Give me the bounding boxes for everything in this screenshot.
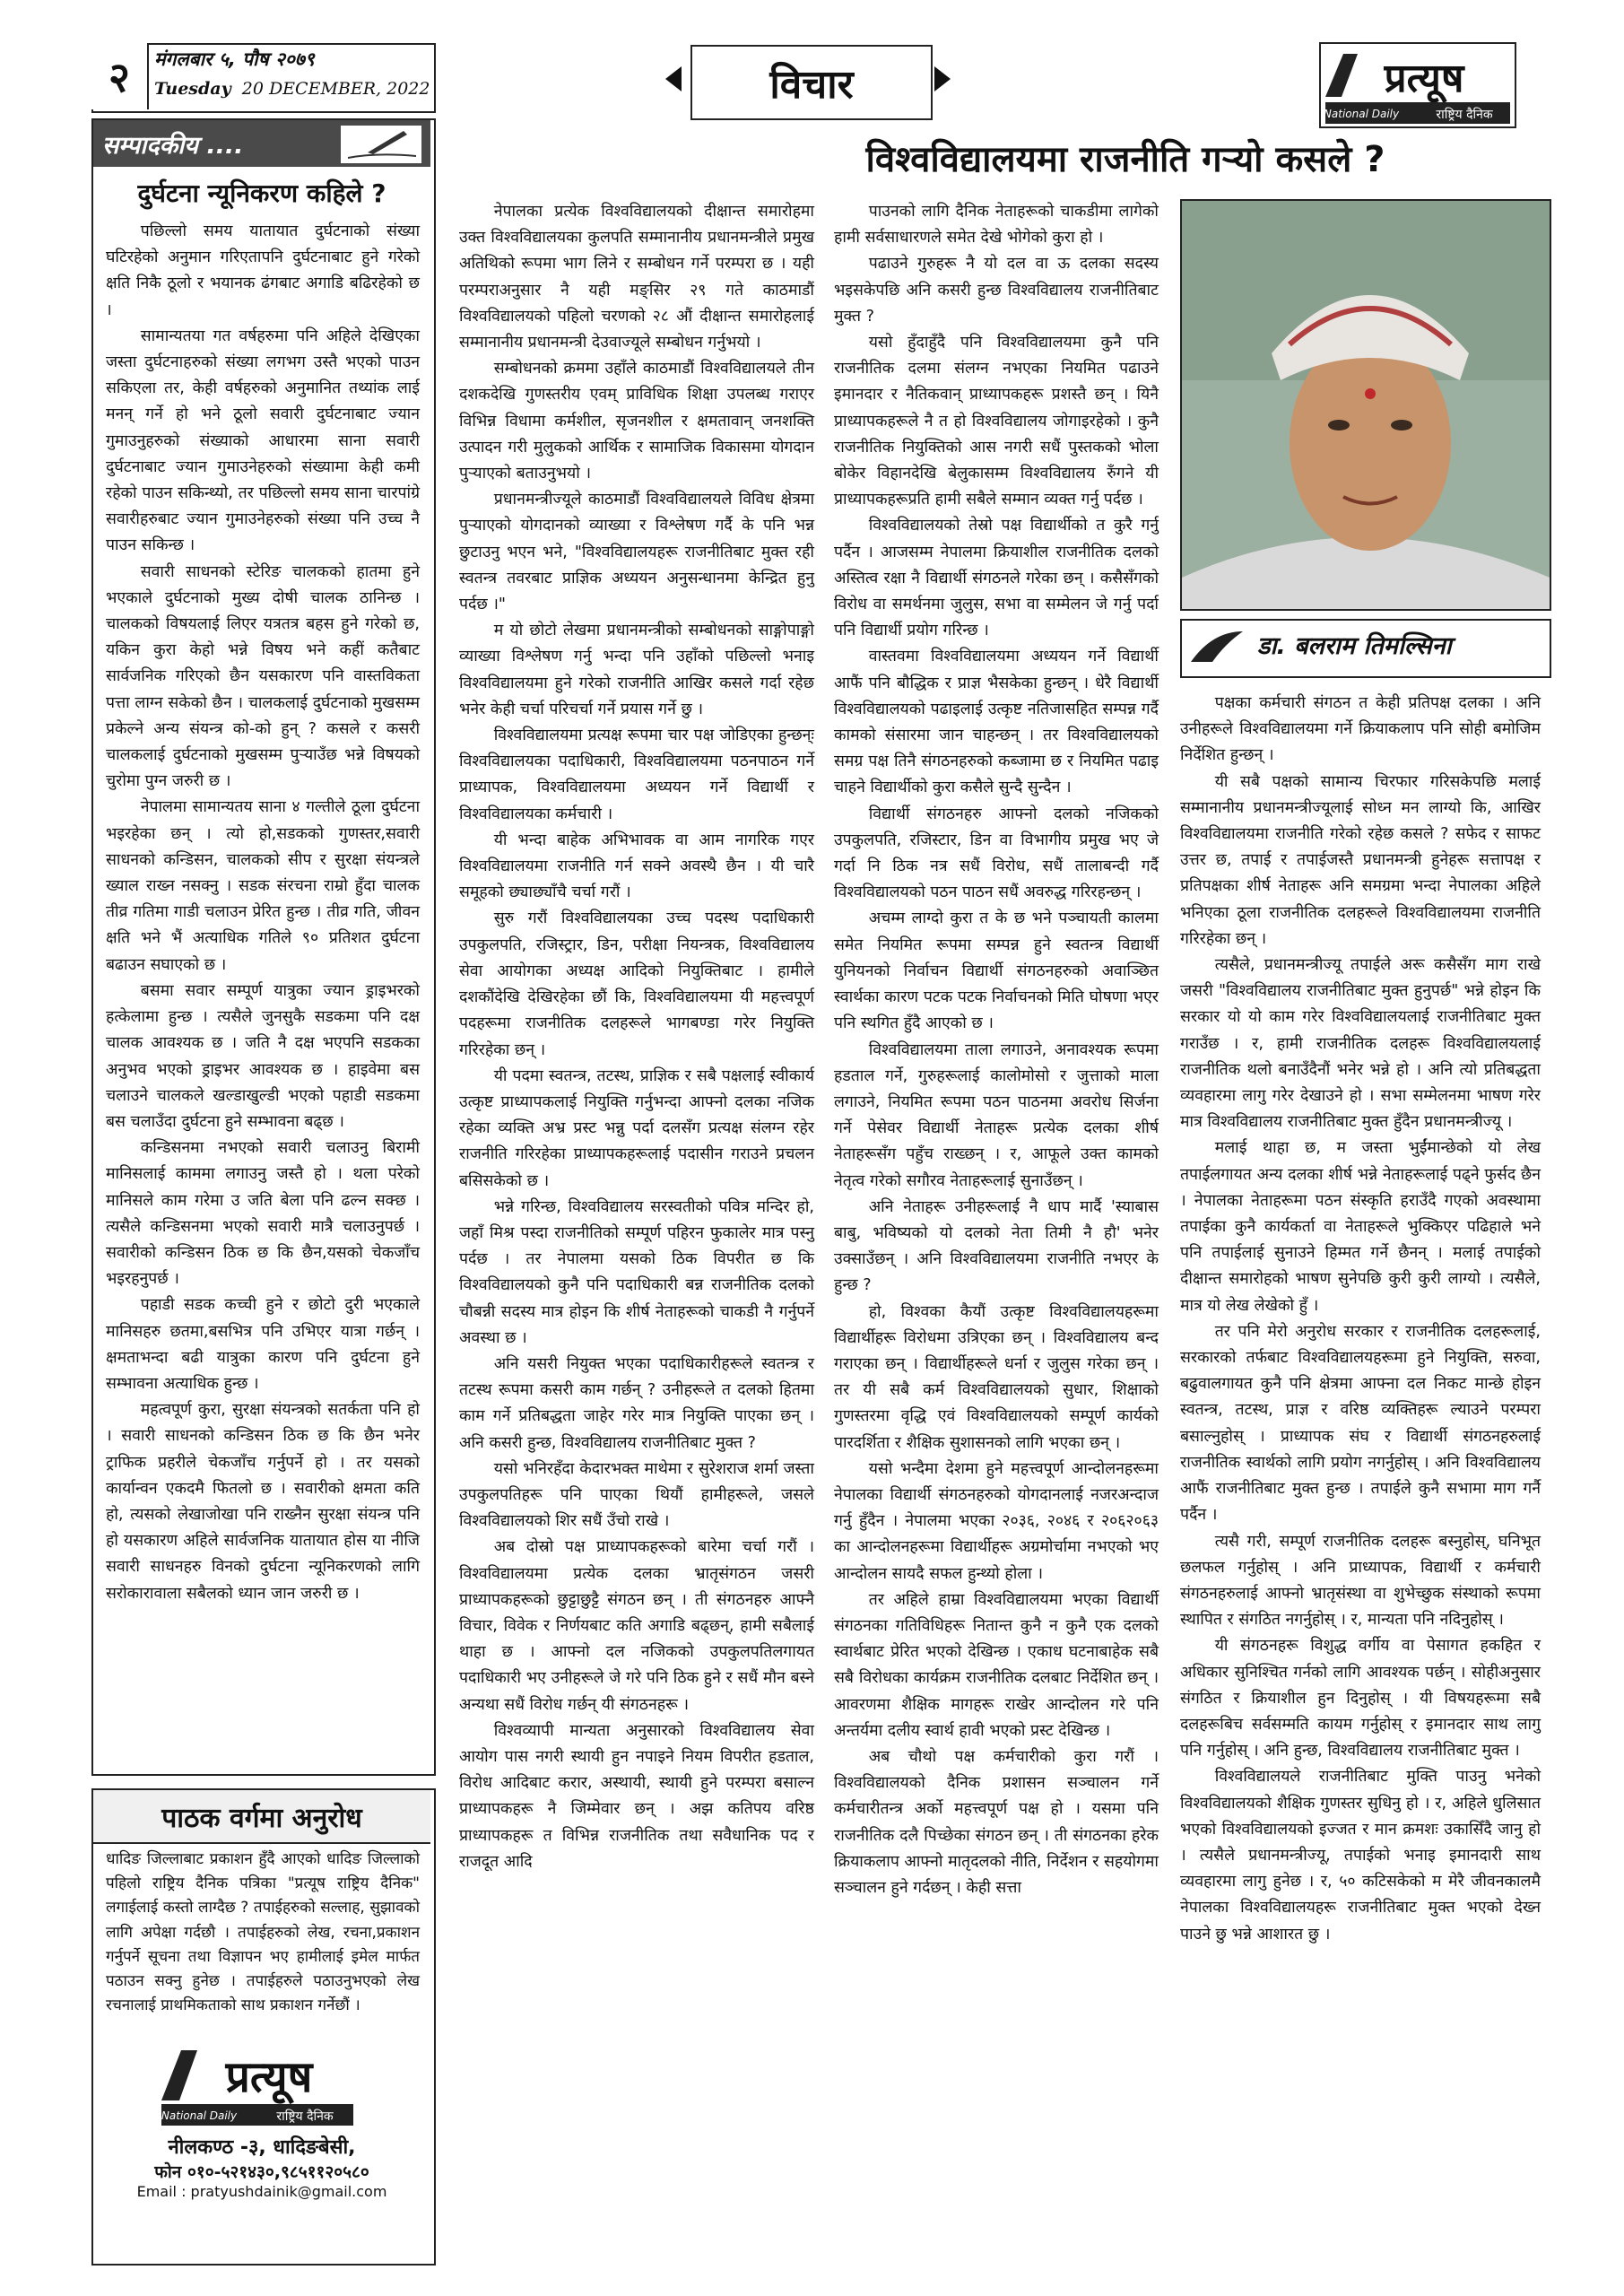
email[interactable]: Email : pratyushdainik@gmail.com — [136, 2183, 387, 2200]
article-paragraph: त्यसैले, प्रधानमन्त्रीज्यू तपाईले अरू कसैसँग माग राखे जसरी "विश्वविद्यालय राजनीतिबाट मुक्त हुनुपर्छ" भन्ने होइन कि सरकार यो यो काम गरेर विश्वविद्यालयलाई राजनीतिबाट मुक्त गराउँछ । र, हामी राजनीतिक दलहरू विश्वविद्यालयलाई राजनीतिक थलो बनाउँदैनौं भनेर भन्ने हो । अनि त्यो प्रतिबद्धता व्यवहारमा लागु गरेर देखाउने हो । सभा सम्मेलनमा भाषण गरेर मात्र विश्वविद्यालय राजनीतिबाट मुक्त हुँदैन प्रधानमन्त्रीज्यू । — [1180, 956, 1541, 1132]
date-nepali: मंगलबार ५, पौष २०७९ — [154, 48, 315, 70]
article-paragraph: म यो छोटो लेखमा प्रधानमन्त्रीको सम्बोधनको साङ्गोपाङ्गो व्याख्या विश्लेषण गर्नु भन्दा पनि उहाँको पछिल्लो भनाइ विश्वविद्यालयमा हुने गरेको राजनीति आखिर कसले गर्दा रहेछ भनेर केही चर्चा परिचर्चा गर्ने प्रयास गर्ने छु । — [459, 622, 814, 718]
address: नीलकण्ठ -३, धादिङबेसी, — [168, 2136, 356, 2159]
article-paragraph: सम्बोधनको क्रममा उहाँले काठमाडौं विश्वविद्यालयले तीन दशकदेखि गुणस्तरीय एवम् प्राविधिक शिक्षा उपलब्ध गराएर विभिन्न विधामा कर्मशील, सृजनशील र क्षमतावान् जनशक्ति उत्पादन गरी मुलुकको आर्थिक र सामाजिक विकासमा योगदान पुऱ्याएको बताउनुभयो । — [459, 360, 814, 483]
section-title: विचार — [690, 45, 933, 120]
weekday: Tuesday — [154, 79, 231, 99]
logo-sub-ne: राष्ट्रिय दैनिक — [276, 2109, 334, 2124]
article-paragraph: यसो हुँदाहुँदै पनि विश्वविद्यालयमा कुनै पनि राजनीतिक दलमा संलग्न नभएका नियमित पढाउने इमानदार र नैतिकवान् प्राध्यापकहरू प्रशस्तै छन् । यिनै प्राध्यापकहरूले नै त हो विश्वविद्यालय जोगाइरहेको । कुनै राजनीतिक नियुक्तिको आस नगरी सधैं पुस्तकको भोला बोकेर विहानदेखि बेलुकासम्म विश्वविद्यालय रुँगने यी प्राध्यापकहरूप्रति हामी सबैले सम्मान व्यक्त गर्नु पर्दछ । — [834, 334, 1159, 509]
article-paragraph: त्यसै गरी, सम्पूर्ण राजनीतिक दलहरू बस्नुहोस्, घनिभूत छलफल गर्नुहोस् । अनि प्राध्यापक, विद्यार्थी र कर्मचारी संगठनहरुलाई आफ्नो भ्रातृसंस्था वा शुभेच्छुक संस्थाको रूपमा स्थापित र संगठित नगर्नुहोस् । र, मान्यता पनि नदिनुहोस् । — [1180, 1532, 1541, 1630]
article-paragraph: यी सबै पक्षको सामान्य चिरफार गरिसकेपछि मलाई सम्मानानीय प्रधानमन्त्रीज्यूलाई सोध्न मन लाग्यो कि, आखिर विश्वविद्यालयमा राजनीति गरेको रहेछ कसले ? सफेद र साफट उत्तर छ, तपाई र तपाईजस्तै प्रधानमन्त्री हुनेहरू सत्तापक्ष र प्रतिपक्षका शीर्ष नेताहरू अनि समग्रमा भन्दा नेपालका अहिले भनिएका ठूला राजनीतिक दलहरूले विश्वविद्यालयमा राजनीति गरिरहेका छन् । — [1180, 772, 1541, 948]
page-number: २ — [91, 43, 149, 109]
article-paragraph: मलाई थाहा छ, म जस्ता भुईंमान्छेको यो लेख तपाईलगायत अन्य दलका शीर्ष भन्ने नेताहरूलाई पढ्ने फुर्सद छैन । नेपालका नेताहरूमा पठन संस्कृति हराउँदै गएको अवस्थामा तपाईका कुनै कार्यकर्ता वा नेताहरूले भुक्किएर पढिहाले भने पनि तपाईलाई सुनाउने हिम्मत गर्ने छैनन् । मलाई तपाईको दीक्षान्त समारोहको भाषण सुनेपछि कुरी कुरी लाग्यो । त्यसैले, मात्र यो लेख लेखेको हुँ । — [1180, 1139, 1541, 1315]
editorial-paragraph: सामान्यतया गत वर्षहरुमा पनि अहिले देखिएका जस्ता दुर्घटनाहरुको संख्या लगभग उस्तै भएको पाउन सकिएला तर, केही वर्षहरुको अनुमानित तथ्यांक लाई मनन् गर्ने हो भने ठूलो सवारी दुर्घटनाबाट ज्यान गुमाउनुहरुको संख्याको आधारमा साना सवारी दुर्घटनाबाट ज्यान गुमाउनेहरुको संख्यामा केही कमी रहेको पाउन सकिन्थ्यो, तर पछिल्लो समय साना चारपांग्रे सवारीहरुबाट ज्यान गुमाउनेहरुको संख्या पनि उच्च नै पाउन सकिन्छ । — [106, 326, 420, 555]
logo-sub-en: National Daily — [161, 2109, 238, 2122]
article-column-1 — [459, 199, 814, 1875]
article-paragraph: नेपालका प्रत्येक विश्वविद्यालयको दीक्षान्त समारोहमा उक्त विश्वविद्यालयका कुलपति सम्मानानीय प्रधानमन्त्रीले प्रमुख अतिथिको रूपमा भाग लिने र सम्बोधन गर्ने परम्परा छ । यही परम्पराअनुसार नै यही मङ्सिर २९ गते काठमाडौं विश्वविद्यालयको पहिलो चरणको २८ औं दीक्षान्त समारोहलाई सम्मानानीय प्रधानमन्त्री देउवाज्यूले सम्बोधन गर्नुभयो । — [459, 203, 814, 352]
article-paragraph: यसो भन्दैमा देशमा हुने महत्त्वपूर्ण आन्दोलनहरूमा नेपालका विद्यार्थी संगठनहरुको योगदानलाई नजरअन्दाज गर्नु हुँदैन । नेपालमा भएका २०३६, २०४६ र २०६२०६३ का आन्दोलनहरूमा विद्यार्थीहरू अग्रमोर्चामा नभएको भए आन्दोलन सायदै सफल हुन्थ्यो होला । — [834, 1459, 1159, 1583]
newspaper-logo-bottom — [152, 2038, 362, 2127]
article-paragraph: विश्वविद्यालयमा ताला लगाउने, अनावश्यक रूपमा हडताल गर्ने, गुरुहरूलाई कालोमोसो र जुत्ताको माला लगाउने, नियमित रूपमा पठन पाठनमा अवरोध सिर्जना गर्ने पेसेवर विद्यार्थी नेताहरू प्रत्येक दलका शीर्ष नेताहरूसँग पहुँच राख्छन् । र, आफूले उक्त कामको नेतृत्व गरेको सगौरव नेताहरूलाई सुनाउँछन् । — [834, 1040, 1159, 1190]
article-paragraph: विश्वविद्यालयमा प्रत्यक्ष रूपमा चार पक्ष जोडिएका हुन्छन्ः विश्वविद्यालयका पदाधिकारी, विश्वविद्यालयमा पठनपाठन गर्ने प्राध्यापक, विश्वविद्यालयमा अध्ययन गर्ने विद्यार्थी र विश्वविद्यालयका कर्मचारी । — [459, 726, 814, 823]
article-paragraph: विश्वविद्यालयको तेस्रो पक्ष विद्यार्थीको त कुरै गर्नु पर्दैन । आजसम्म नेपालमा क्रियाशील राजनीतिक दलको अस्तित्व रक्षा नै विद्यार्थी संगठनले गरेका छन् । कसैसँगको विरोध वा समर्थनमा जुलुस, सभा वा सम्मेलन जे गर्नु पर्दा पनि विद्यार्थी प्रयोग गरिन्छ । — [834, 517, 1159, 640]
article-paragraph: पाउनको लागि दैनिक नेताहरूको चाकडीमा लागेको हामी सर्वसाधारणले समेत देखे भोगेको कुरा हो । — [834, 203, 1159, 248]
contact-block — [93, 2133, 430, 2200]
author-name: डा. बलराम तिमल्सिना — [1257, 632, 1452, 660]
article-paragraph: भन्ने गरिन्छ, विश्वविद्यालय सरस्वतीको पवित्र मन्दिर हो, जहाँ मिश्र पस्दा राजनीतिको सम्पूर्ण पहिरन फुकालेर मात्र पस्नु पर्दछ । तर नेपालमा यसको ठिक विपरीत छ कि विश्वविद्यालयको कुनै पनि पदाधिकारी बन्न राजनीतिक दलको चौबन्नी सदस्य मात्र होइन कि शीर्ष नेताहरूको चाकडी नै गर्नुपर्ने अवस्था छ । — [459, 1197, 814, 1347]
editorial-paragraph: सवारी साधनको स्टेरिङ चालकको हातमा हुने भएकाले दुर्घटनाको मुख्य दोषी चालक ठानिन्छ । चालकको विषयलाई लिएर यत्रतत्र बहस हुने गरेको छ, यकिन कुरा केहो भन्ने विषय भने कहीं कतैबाट सार्वजनिक गरिएको छैन यसकारण पनि वास्तविकता पत्ता लाग्न सकेको छैन । चालकलाई दुर्घटनाको मुखसम्म प्रकेल्ने अन्य संयन्त्र को-को हुन् ? कसले र कसरी चालकलाई दुर्घटनाको मुखसम्म पुऱ्याउँछ भन्ने विषयको चुरोमा पुग्न जरुरी छ । — [106, 562, 420, 791]
arrow-left-icon — [665, 66, 682, 91]
editorial-paragraph: नेपालमा सामान्यतय साना ४ गल्तीले ठूला दुर्घटना भइरहेका छन् । त्यो हो,सडकको गुणस्तर,सवारी साधनको कन्डिसन, चालकको सीप र सुरक्षा संयन्त्रले ख्याल राख्न नसक्नु । सडक संरचना राम्रो हुँदा चालक तीव्र गतिमा गाडी चलाउन प्रेरित हुन्छ । तीव्र गति, जीवन क्षति भने भैं अत्याधिक गतिले ९० प्रतिशत दुर्घटना बढाउन सघाएको छ । — [106, 798, 420, 974]
article-paragraph: अनि यसरी नियुक्त भएका पदाधिकारीहरूले स्वतन्त्र र तटस्थ रूपमा कसरी काम गर्छन् ? उनीहरूले त दलको हितमा काम गर्ने प्रतिबद्धता जाहेर गरेर मात्र नियुक्ति पाएका छन् । अनि कसरी हुन्छ, विश्वविद्यालय राजनीतिबाट मुक्त ? — [459, 1354, 814, 1452]
article-paragraph: विश्वव्यापी मान्यता अनुसारको विश्वविद्यालय सेवा आयोग पास नगरी स्थायी हुन नपाइने नियम विपरीत हडताल, विरोध आदिबाट करार, अस्थायी, स्थायी हुने परम्परा बसाल्न प्राध्यापकहरू नै जिम्मेवार छन् । अझ कतिपय वरिष्ठ प्राध्यापकहरू त विभिन्न राजनीतिक तथा सवैधानिक पद र राजदूत आदि — [459, 1721, 814, 1871]
article-paragraph: तर पनि मेरो अनुरोध सरकार र राजनीतिक दलहरूलाई, सरकारको तर्फबाट विश्वविद्यालयहरूमा हुने नियुक्ति, सरुवा, बढुवालगायत कुनै पनि क्षेत्रमा आफ्ना दल निकट मान्छे होइन स्वतन्त्र, तटस्थ, प्राज्ञ र वरिष्ठ व्यक्तिहरू ल्याउने परम्परा बसाल्नुहोस् । प्राध्यापक संघ र विद्यार्थी संगठनहरुलाई राजनीतिक स्वार्थको लागि प्रयोग नगर्नुहोस् । अनि विश्वविद्यालय आफैं राजनीतिबाट मुक्त हुन्छ । तपाईले कुनै सभामा माग गर्नै पर्दैन । — [1180, 1322, 1541, 1525]
date-english-value: 20 DECEMBER, 2022 — [241, 79, 430, 99]
article-paragraph: सुरु गरौं विश्वविद्यालयका उच्च पदस्थ पदाधिकारी उपकुलपति, रजिस्ट्रार, डिन, परीक्षा नियन्त्रक, विश्वविद्यालय सेवा आयोगका अध्यक्ष आदिको नियुक्तिबाट । हामीले दशकौंदेखि देखिरहेका छौं कि, विश्वविद्यालयमा यी महत्त्वपूर्ण पदहरूमा राजनीतिक दलहरूले भागबण्डा गरेर नियुक्ति गरिरहेका छन् । — [459, 909, 814, 1059]
editorial-body — [106, 219, 420, 1607]
logo-sub-en: National Daily — [1323, 108, 1400, 120]
article-paragraph: पक्षका कर्मचारी संगठन त केही प्रतिपक्ष दलका । अनि उनीहरूले विश्वविद्यालयमा गर्ने क्रियाकलाप पनि सोही बमोजिम निर्देशित हुन्छन् । — [1180, 694, 1541, 765]
reader-request-title: पाठक वर्गमा अनुरोध — [93, 1790, 430, 1844]
article-paragraph: यसो भनिरहँदा केदारभक्त माथेमा र सुरेशराज शर्मा जस्ता उपकुलपतिहरू पनि पाएका थियौं हामीहरूले, जसले विश्वविद्यालयको शिर सधैं उँचो राखे । — [459, 1459, 814, 1531]
article-paragraph: तर अहिले हाम्रा विश्वविद्यालयमा भएका विद्यार्थी संगठनका गतिविधिहरू नितान्त कुनै न कुनै एक दलको स्वार्थबाट प्रेरित भएको देखिन्छ । एकाध घटनाबाहेक सबै सबै विरोधका कार्यक्रम राजनीतिक दलबाट निर्देशित छन् । आवरणमा शैक्षिक मागहरू राखेर आन्दोलन गरे पनि अन्तर्यमा दलीय स्वार्थ हावी भएको प्रस्ट देखिन्छ । — [834, 1590, 1159, 1740]
date-english — [154, 79, 430, 99]
reader-request-paragraph: धादिङ जिल्लाबाट प्रकाशन हुँदै आएको धादिङ जिल्लाको पहिलो राष्ट्रिय दैनिक पत्रिका "प्रत्यूष राष्ट्रिय दैनिक" लगाईलाई कस्तो लाग्दैछ ? तपाईहरुको सल्लाह, सुझावको लागि अपेक्षा गर्दछौ । तपाईहरुको लेख, रचना,प्रकाशन गर्नुपर्ने सूचना तथा विज्ञापन भए हामीलाई इमेल मार्फत पठाउन सक्नु हुनेछ । तपाईहरुले पठाउनुभएको लेख रचनालाई प्राथमिकताको साथ प्रकाशन गर्नेछौं । — [106, 1850, 420, 2015]
article-headline: विश्वविद्यालयमा राजनीति गऱ्यो कसले ? — [865, 139, 1385, 180]
article-paragraph: अब चौथो पक्ष कर्मचारीको कुरा गरौं । विश्वविद्यालयको दैनिक प्रशासन सञ्चालन गर्ने कर्मचारीतन्त्र अर्को महत्त्वपूर्ण पक्ष हो । यसमा पनि राजनीतिक दलै पिच्छेका संगठन छन् । ती संगठनका हरेक क्रियाकलाप आफ्नो मातृदलको नीति, निर्देशन र सहयोगमा सञ्चालन हुने गर्दछन् । केही सत्ता — [834, 1747, 1159, 1897]
article-paragraph: विश्वविद्यालयले राजनीतिबाट मुक्ति पाउनु भनेको विश्वविद्यालयको शैक्षिक गुणस्तर सुधिनु हो । र, अहिले धुलिसात भएको विश्वविद्यालयको इज्जत र मान क्रमशः उकासिँदै जानु हो । त्यसैले प्रधानमन्त्रीज्यू, तपाईको भनाइ इमानदारी साथ व्यवहारमा लागु हुनेछ । र, ५० कटिसकेको म मेरै जीवनकालमै नेपालका विश्वविद्यालयहरू राजनीतिबाट मुक्त भएको देख्न पाउने छु भन्ने आशारत छु । — [1180, 1768, 1541, 1944]
editorial-paragraph: पछिल्लो समय यातायात दुर्घटनाको संख्या घटिरहेको अनुमान गरिएतापनि दुर्घटनाबाट हुने गरेको क्षति निकै ठूलो र भयानक ढंगबाट अगाडि बढिरहेको छ । — [106, 222, 420, 319]
article-paragraph: विद्यार्थी संगठनहरु आफ्नो दलको नजिकको उपकुलपति, रजिस्टार, डिन वा विभागीय प्रमुख भए जे गर्दा नि ठिक नत्र सधैं विरोध, सधैं तालाबन्दी गर्दै विश्वविद्यालयको पठन पाठन सधैं अवरुद्ध गरिरहन्छन् । — [834, 804, 1159, 902]
article-paragraph: वास्तवमा विश्वविद्यालयमा अध्ययन गर्ने विद्यार्थी आफैं पनि बौद्धिक र प्राज्ञ भैसकेका हुन्छन् । धेरै विद्यार्थी विश्वविद्यालयको पढाइलाई उत्कृष्ट नतिजासहित सम्पन्न गर्दै कामको संसारमा जान चाहन्छन् । तर विश्वविद्यालयको समग्र पक्ष तिनै संगठनहरुको कब्जामा छ र नियमित पढाइ चाहने विद्यार्थीको कुरा कसैले सुन्दै सुन्दैन । — [834, 648, 1159, 797]
article-paragraph: पढाउने गुरुहरू नै यो दल वा ऊ दलका सदस्य भइसकेपछि अनि कसरी हुन्छ विश्वविद्यालय राजनीतिबाट मुक्त ? — [834, 255, 1159, 326]
pen-icon — [341, 126, 421, 163]
article-paragraph: यी पदमा स्वतन्त्र, तटस्थ, प्राज्ञिक र सबै पक्षलाई स्वीकार्य उत्कृष्ट प्राध्यापकलाई नियुक्ति गर्नुभन्दा आफ्नो दलका नजिक रहेका व्यक्ति अभ्र प्रस्ट भन्नु पर्दा दलसँग प्रत्यक्ष संलग्न रहेर राजनीति गरिरहेका प्राध्यापकहरूलाई पदासीन गराउने प्रचलन बसिसकेको छ । — [459, 1066, 814, 1190]
reader-request-text — [106, 1848, 420, 2018]
article-column-3 — [1180, 691, 1541, 1948]
article-paragraph: अब दोस्रो पक्ष प्राध्यापकहरूको बारेमा चर्चा गरौं । विश्वविद्यालयमा प्रत्येक दलका भ्रातृसंगठन जसरी प्राध्यापकहरूको छुट्टाछुट्टै संगठन छन् । ती संगठनहरु आफ्नै विचार, विवेक र निर्णयबाट कति अगाडि बढ्छन्, हामी सबैलाई थाहा छ । आफ्नो दल नजिकको उपकुलपतिलगायत पदाधिकारी भए उनीहरूले जे गरे पनि ठिक हुने र सधैं मौन बस्ने अन्यथा सधैं विरोध गर्छन् यी संगठनहरू । — [459, 1538, 814, 1714]
logo-sub-ne: राष्ट्रिय दैनिक — [1436, 108, 1493, 122]
article-paragraph: अचम्म लाग्दो कुरा त के छ भने पञ्चायती कालमा समेत नियमित रूपमा सम्पन्न हुने स्वतन्त्र विद्यार्थी युनियनको निर्वाचन विद्यार्थी संगठनहरुको अवाञ्छित स्वार्थका कारण पटक पटक निर्वाचनको मिति घोषणा भएर पनि स्थगित हुँदै आएको छ । — [834, 909, 1159, 1033]
author-photo — [1180, 199, 1551, 611]
phone: फोन ०१०-५२१४३०,९८५११२०५८० — [154, 2162, 369, 2182]
article-paragraph: यी संगठनहरू विशुद्ध वर्गीय वा पेसागत हकहित र अधिकार सुनिश्चित गर्नको लागि आवश्यक पर्छन् । सोहीअनुसार संगठित र क्रियाशील हुन दिनुहोस् । यी विषयहरूमा सबै दलहरूबिच सर्वसम्मति कायम गर्नुहोस् र इमानदार साथ लागु पनि गर्नुहोस् । अनि हुन्छ, विश्वविद्यालय राजनीतिबाट मुक्त । — [1180, 1637, 1541, 1761]
quill-icon — [1185, 626, 1248, 667]
article-paragraph: यी भन्दा बाहेक अभिभावक वा आम नागरिक गएर विश्वविद्यालयमा राजनीति गर्न सक्ने अवस्थै छैन । यी चारै समूहको छ्याछ्याँचै चर्चा गरौं । — [459, 831, 814, 902]
article-paragraph: हो, विश्वका कैयौं उत्कृष्ट विश्वविद्यालयहरूमा विद्यार्थीहरू विरोधमा उत्रिएका छन् । विश्वविद्यालय बन्द गराएका छन् । विद्यार्थीहरूले धर्ना र जुलुस गरेका छन् । तर यी सबै कर्म विश्वविद्यालयको सुधार, शिक्षाको गुणस्तरमा वृद्धि एवं विश्वविद्यालयको सम्पूर्ण कार्यको पारदर्शिता र शैक्षिक सुशासनको लागि भएका छन् । — [834, 1302, 1159, 1452]
logo-name: प्रत्यूष — [225, 2052, 313, 2102]
editorial-paragraph: पहाडी सडक कच्ची हुने र छोटो दुरी भएकाले मानिसहरु छतमा,बसभित्र पनि उभिएर यात्रा गर्छन् । क्षमताभन्दा बढी यात्रुका कारण पनि दुर्घटना हुने सम्भावना अत्याधिक हुन्छ । — [106, 1296, 420, 1393]
article-column-2 — [834, 199, 1159, 1901]
logo-name: प्रत्यूष — [1384, 56, 1464, 101]
arrow-right-icon — [934, 66, 951, 91]
editorial-paragraph: बसमा सवार सम्पूर्ण यात्रुका ज्यान ड्राइभरको हत्केलामा हुन्छ । त्यसैले जुनसुकै सडकमा पनि दक्ष चालक आवश्यक छ । जति नै दक्ष भएपनि सडकका अनुभव भएको ड्राइभर आवश्यक छ । हाइवेमा बस चलाउने चालकले खल्डाखुल्डी भएको पहाडी सडकमा बस चलाउँदा दुर्घटना हुने सम्भावना बढ्छ । — [106, 981, 420, 1131]
editorial-paragraph: महत्वपूर्ण कुरा, सुरक्षा संयन्त्रको सतर्कता पनि हो । सवारी साधनको कन्डिसन ठिक छ कि छैन भनेर ट्राफिक प्रहरीले चेकजाँच गर्नुपर्ने हो । तर यसको कार्यान्वन एकदमै फितलो छ । सवारीको क्षमता कति हो, त्यसको लेखाजोखा पनि राख्नैन सुरक्षा संयन्त्र पनि हो यसकारण अहिले सार्वजनिक यातायात होस या नीजि सवारी साधनहरु विनको दुर्घटना न्यूनिकरणको लागि सरोकारावाला सबैलको ध्यान जान जरुरी छ । — [106, 1401, 420, 1603]
editorial-title: दुर्घटना न्यूनिकरण कहिले ? — [137, 178, 386, 208]
editorial-banner: सम्पादकीय .... — [93, 120, 430, 167]
article-paragraph: अनि नेताहरू उनीहरूलाई नै धाप मार्दै 'स्याबास बाबु, भविष्यको यो दलको नेता तिमी नै हौ' भनेर उक्साउँछन् । अनि विश्वविद्यालयमा राजनीति नभएर के हुन्छ ? — [834, 1197, 1159, 1295]
logo-flame-icon — [161, 2050, 197, 2100]
newspaper-logo — [1316, 41, 1519, 129]
article-paragraph: प्रधानमन्त्रीज्यूले काठमाडौं विश्वविद्यालयले विविध क्षेत्रमा पुऱ्याएको योगदानको व्याख्या र विश्लेषण गर्दै के पनि भन्न छुटाउनु भएन भने, "विश्वविद्यालयहरू राजनीतिबाट मुक्त रही स्वतन्त्र तवरबाट प्राज्ञिक अध्ययन अनुसन्धानमा केन्द्रित हुनु पर्दछ ।" — [459, 491, 814, 614]
editorial-paragraph: कन्डिसनमा नभएको सवारी चलाउनु बिरामी मानिसलाई काममा लगाउनु जस्तै हो । थला परेको मानिसले काम गरेमा उ जति बेला पनि ढल्न सक्छ । त्यसैले कन्डिसनमा भएको सवारी मात्रै चलाउनुपर्छ । सवारीको कन्डिसन ठिक छ कि छैन,यसको चेकजाँच भइरहनुपर्छ । — [106, 1139, 420, 1289]
